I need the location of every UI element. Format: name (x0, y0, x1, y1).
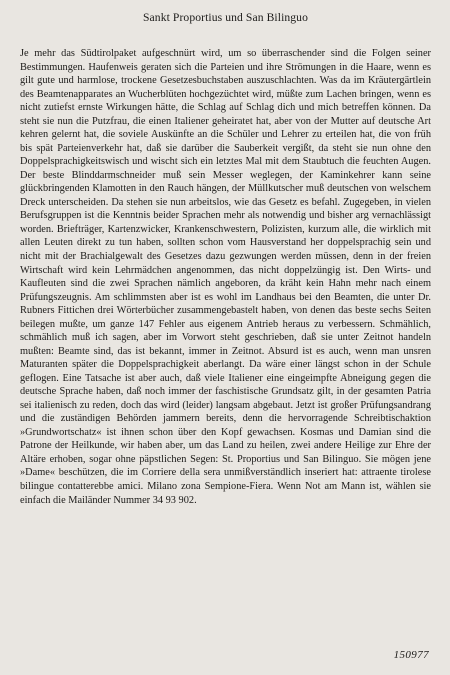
reference-number: 150977 (393, 649, 429, 661)
article-title: Sankt Proportius und San Bilinguo (143, 11, 308, 24)
article-body: Je mehr das Südtirolpaket aufgeschnürt wird, um so überraschender sind die Folgen seiner Bestimmungen. Haufenweis geraten sich die Parteien und ihre Strömungen in die Haare, wenn es gilt gute und harmlose, trockene Gesetzesbuchstaben auszuschlachten. Was da im Kräutergärtlein des Beamtenapparates an Wucherblüten hochgezüchtet wird, müßte zum Lachen bringen, wenn es nicht zutiefst ernste Wirkungen hätte, die Schlag auf Schlag dich und mich betreffen können. Da steht sie nun die Putzfrau, die einen Italiener geheiratet hat, aber von der Mutter auf deutsche Art kehren gelernt hat, die soviele Auskünfte an die Schüler und Lehrer zu erteilen hat, die von früh bis spät Parteienverkehr hat, daß sie darüber die Sauberkeit vergißt, da steht sie nun ohne den Doppelsprachigkeitswisch und wischt sich ein letztes Mal mit dem Staubtuch die feuchten Augen. Der beste Blinddarmschneider muß sein Messer weglegen, der Kaminkehrer kann seine glückbringenden Klamotten in den Rauch hängen, der Müllkutscher muß deutschen von welschem Dreck unterscheiden. Da stehen sie nun arbeitslos, wie das Gesetz es befahl. Zugegeben, in vielen Berufsgruppen ist die Kenntnis beider Sprachen mehr als notwendig und bisher arg vernachlässigt worden. Briefträger, Kartenzwicker, Krankenschwestern, Polizisten, kurzum alle, die wirklich mit allen Leuten direkt zu tun haben, sollten schon vom Hausverstand her doppelsprachig sein und nicht mit der Brachialgewalt des Gesetzes dazu gezwungen werden müssen, denn in der freien Wirtschaft wird kein Lehrmädchen angenommen, das nicht doppelzüngig ist. Den Wirts- und Kaufleuten sind die zwei Sprachen nämlich angeboren, da kräht kein Hahn mehr nach einem Prüfungszeugnis. Am schlimmsten aber ist es wohl im Landhaus bei den Beamten, die unter Dr. Rubners Fittichen drei Wörterbücher zusammengebastelt haben, von denen das beste sechs Seiten beilegen mußte, um ganze 147 Fehler aus eigenem Antrieb heraus zu verbessern. Schmählich, schmählich muß ich sagen, aber im Vorwort steht geschrieben, daß sie unter Zeitnot handeln mußten: Beamte sind, das ist bekannt, immer in Zeitnot. Absurd ist es auch, wenn man unsren Maturanten später die Doppelsprachigkeit aberlangt. Da wäre einer längst schon in der Schule geflogen. Eine Tatsache ist aber auch, daß viele Italiener eine eingeimpfte Abneigung gegen die deutsche Sprache haben, daß noch immer der faschistische Grundsatz gilt, in der gesamten Patria sei italienisch zu reden, doch das wird (leider) langsam abgebaut. Jetzt ist großer Prüfungsandrang und die zuständigen Behörden jammern bereits, denn die hervorragende Schreibtischaktion »Grundwortschatz« ist ihnen schon über den Kopf gewachsen. Kosmas und Damian sind die Patrone der Heilkunde, wir haben aber, um das Land zu heilen, zwei andere Heilige zur Ehre der Altäre erhoben, sogar ohne päpstlichen Segen: St. Proportius und San Bilinguo. Sie mögen jene »Dame« beschützen, die im Corriere della sera unmißverständlich inseriert hat: attraente tirolese bilingue contatterebbe amici. Milano zona Sempione-Fiera. Wenn Not am Mann ist, wählen sie einfach die Mailänder Nummer 34 93 902. (20, 48, 431, 506)
